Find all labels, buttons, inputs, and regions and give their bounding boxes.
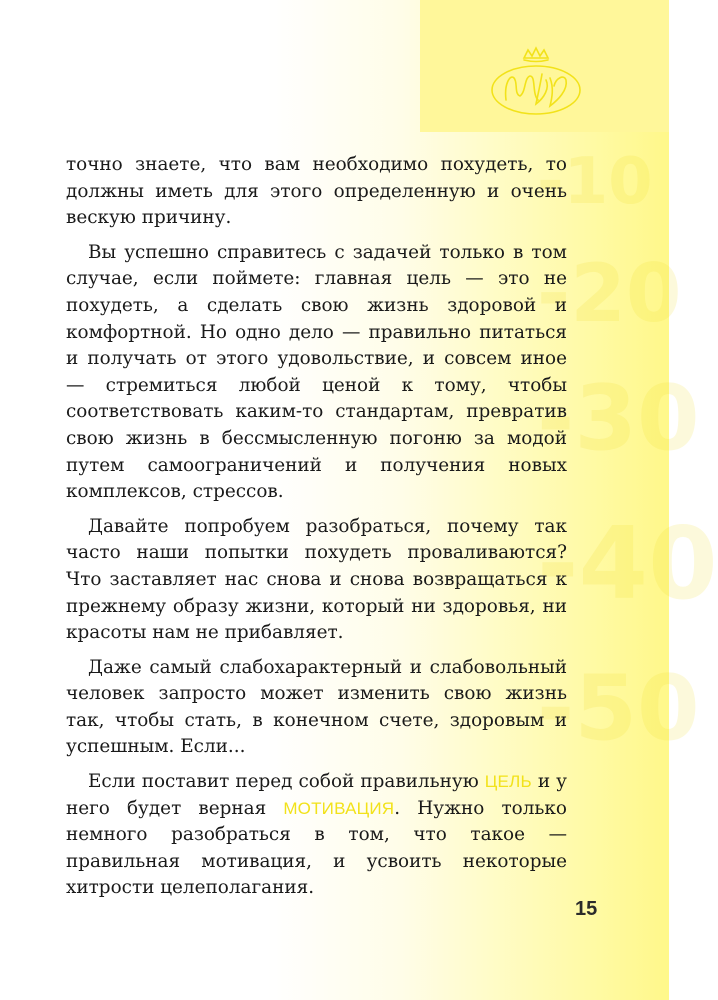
- paragraph-text: Если поставит перед собой правильную: [88, 771, 485, 793]
- paragraph-text: Давайте попробуем разобраться, почему так часто наши попытки похудеть проваливаются? Что заставляет нас снова и снова возвращаться к прежнему образу жизни, который ни здоровья, ни красоты нам не прибавляет.: [66, 515, 567, 644]
- bg-number: -40: [537, 505, 718, 622]
- paragraph: [66, 152, 567, 232]
- paragraph-text: Вы успешно справитесь с задачей только в том случае, если поймете: главная цель — это не похудеть, а сделать свою жизнь здоровой и комфортной. Но одно дело — правильно питаться и получать от этого удовольствие, и совсем иное — стремиться любой ценой к тому, чтобы соответствовать каким-то стандартам, превратив свою жизнь в бессмысленную погоню за модой путем самоограничений и получения новых комплексов, стрессов.: [66, 241, 567, 503]
- crown-monogram-icon: [484, 44, 588, 120]
- bg-number: -10: [537, 145, 653, 219]
- highlight-motivation: МОТИВАЦИЯ: [283, 798, 395, 818]
- bg-number: -30: [537, 366, 700, 471]
- bg-number: -20: [537, 247, 682, 340]
- paragraph: [66, 514, 567, 647]
- paragraph: [66, 655, 567, 761]
- paragraph-text: . Нужно только немного разобраться в том, что такое — правильная мотивация, и усвоить некоторые хитрости целеполагания.: [66, 797, 567, 899]
- paragraph-text: точно знаете, что вам необходимо похудеть, то должны иметь для этого определенную и очень вескую причину.: [66, 154, 567, 229]
- body-text: [66, 152, 567, 910]
- page-number: 15: [575, 898, 598, 920]
- highlight-goal: ЦЕЛЬ: [484, 772, 532, 792]
- bg-number: -50: [537, 656, 700, 761]
- paragraph: [66, 240, 567, 506]
- paragraph: [66, 769, 567, 902]
- paragraph-text: Даже самый слабохарактерный и слабовольный человек запросто может изменить свою жизнь так, чтобы стать, в конечном счете, здоровым и успешным. Если...: [66, 656, 567, 758]
- paragraph-text: и у него будет верная: [66, 771, 567, 819]
